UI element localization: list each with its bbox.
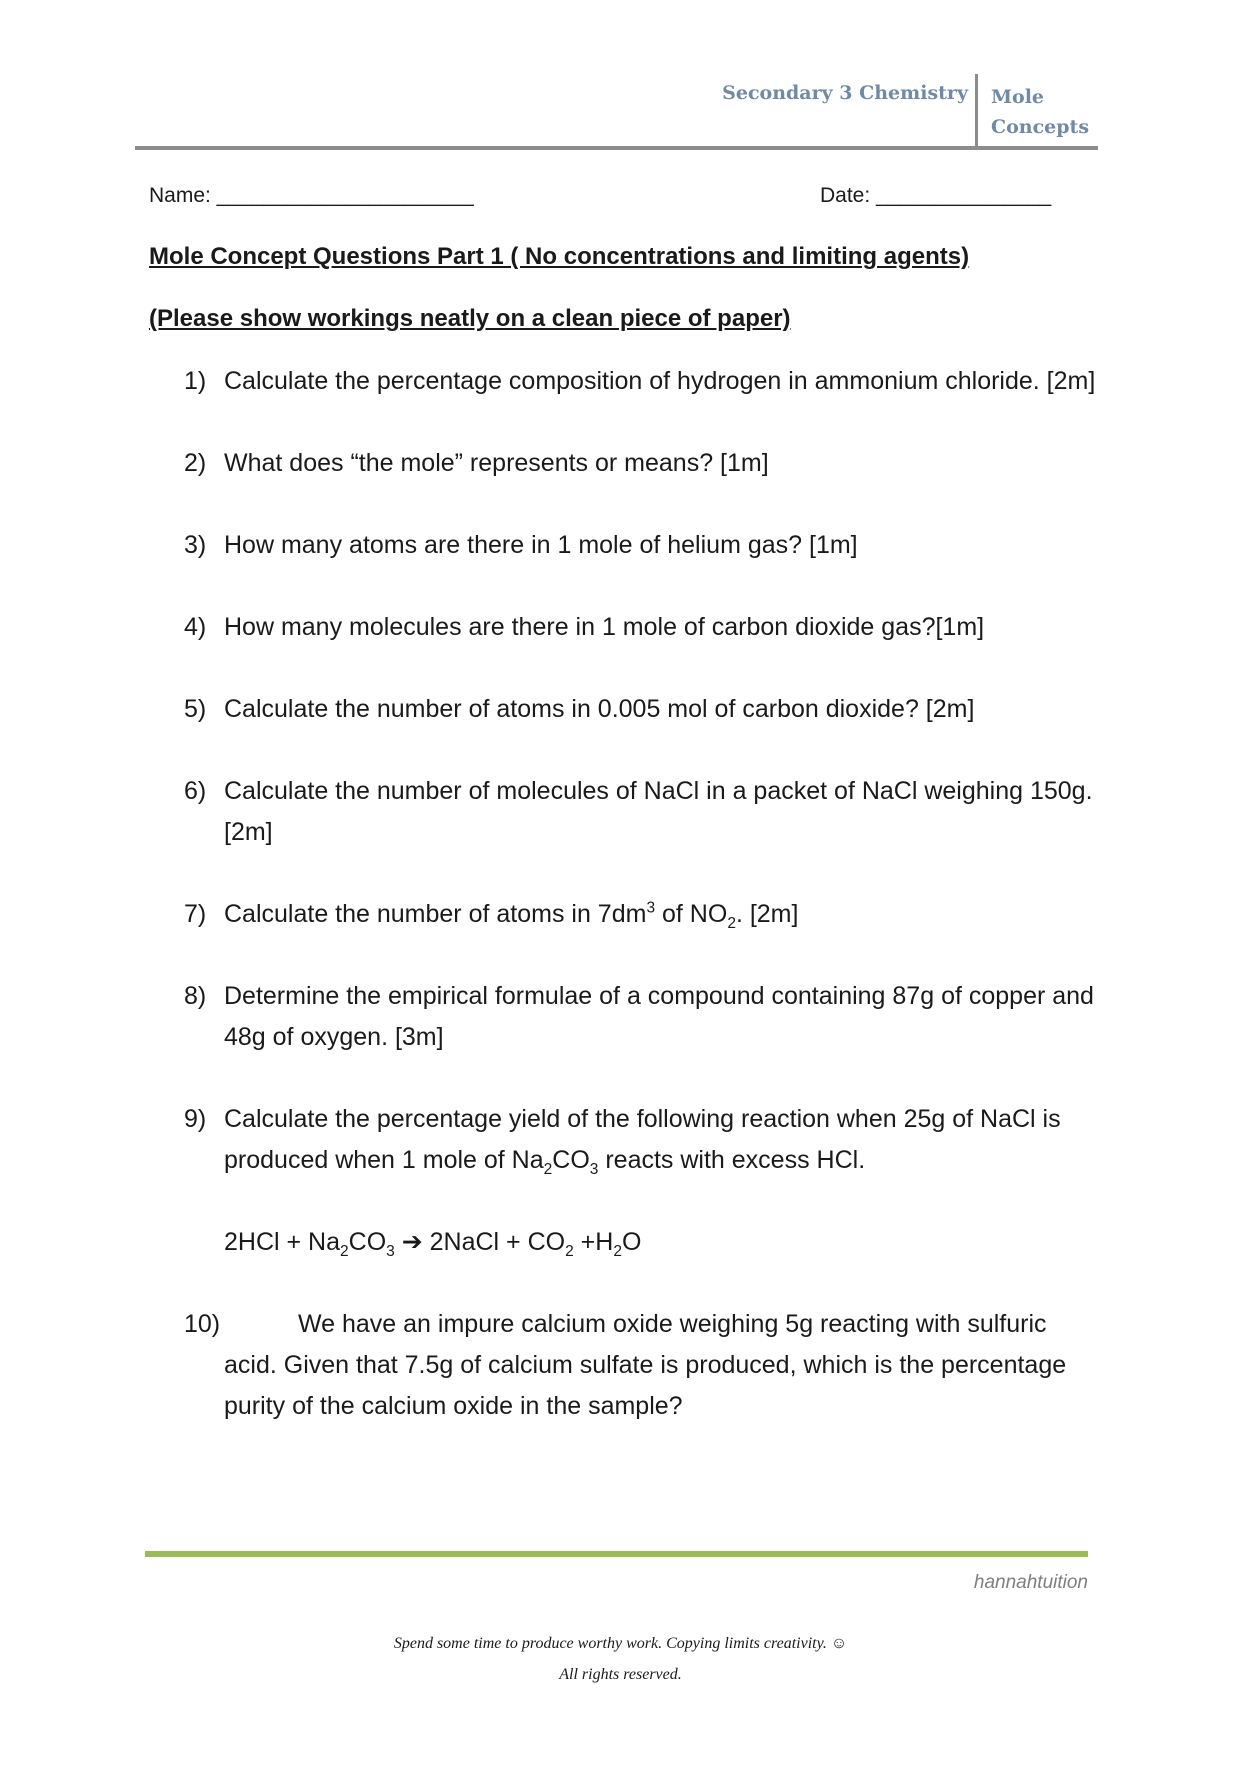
q9-text-part: reacts with excess HCl. [598,1146,866,1174]
question-text: Calculate the number of molecules of NaCl in a packet of NaCl weighing 150g. [2m] [224,777,1093,846]
question-list [184,361,1104,1468]
q7-text-part: of NO [655,900,728,928]
question-text: How many molecules are there in 1 mole of carbon dioxide gas?[1m] [224,613,985,641]
question-number: 5) [184,695,207,723]
question-number: 10) [184,1310,221,1338]
question-4 [184,607,1104,648]
question-number: 7) [184,900,207,928]
equation-subscript: 3 [386,1243,395,1260]
question-7 [184,894,1104,935]
footer-rule [145,1551,1088,1557]
question-text: Calculate the percentage composition of hydrogen in ammonium chloride. [2m] [224,367,1096,395]
header-rule [135,146,1098,150]
question-text: We have an impure calcium oxide weighing 5g reacting with sulfuric acid. Given that 7.5g of calcium sulfate is produced, which is the percentage purity of the calcium oxide in the sample? [224,1310,1067,1420]
question-number: 9) [184,1105,207,1133]
question-6 [184,771,1104,853]
footer-brand: hannahtuition [973,1572,1088,1593]
q9-text-part: Calculate the percentage yield of the following reaction when 25g of NaCl is produced when 1 mole of Na [224,1105,1061,1174]
question-text: Calculate the number of atoms in 0.005 mol of carbon dioxide? [2m] [224,695,975,723]
header-topic-line1: Mole [991,86,1045,108]
question-number: 2) [184,449,207,477]
header-topic [991,82,1101,142]
page-title: Mole Concept Questions Part 1 ( No concentrations and limiting agents) [149,243,970,270]
q7-text-part: . [2m] [735,900,799,928]
equation-part: 2HCl + Na [224,1228,341,1256]
header-subject: Secondary 3 Chemistry [722,82,968,104]
footer-rights: All rights reserved. [559,1666,682,1683]
question-text: What does “the mole” represents or means? [1m] [224,449,769,477]
question-number: 8) [184,982,207,1010]
question-3 [184,525,1104,566]
equation-part: O [621,1228,642,1256]
q9-text-part: CO [552,1146,590,1174]
question-9 [184,1099,1104,1263]
equation-part: 2NaCl + CO [429,1228,566,1256]
question-text: How many atoms are there in 1 mole of helium gas? [1m] [224,531,858,559]
header-divider [975,74,978,148]
equation-subscript: 2 [340,1243,349,1260]
question-text [224,1105,1061,1178]
header-topic-line2: Concepts [991,116,1090,138]
date-field: Date: _______________ [820,184,1052,207]
footer-note: Spend some time to produce worthy work. Copying limits creativity. ☺ [393,1635,848,1652]
name-field: Name: ______________________ [149,184,474,207]
q9-subscript: 3 [589,1161,599,1178]
question-number: 1) [184,367,207,395]
q7-subscript: 2 [727,915,736,932]
q7-superscript: 3 [646,899,656,917]
question-text: Determine the empirical formulae of a compound containing 87g of copper and 48g of oxygen. [3m] [224,982,1094,1051]
instruction: (Please show workings neatly on a clean piece of paper) [149,305,791,332]
question-text [224,899,799,932]
equation-subscript: 2 [613,1243,622,1260]
question-number: 6) [184,777,207,805]
question-1 [184,361,1104,402]
arrow-icon: ➔ [394,1228,430,1256]
page-header [0,0,1241,160]
question-number: 4) [184,613,207,641]
equation-part: CO [348,1228,387,1256]
question-2 [184,443,1104,484]
equation-subscript: 2 [565,1243,574,1260]
question-number: 3) [184,531,207,559]
question-10 [184,1304,1104,1427]
chemical-equation [224,1222,1104,1263]
q9-subscript: 2 [543,1161,553,1178]
q7-text-part: Calculate the number of atoms in 7dm [224,900,647,928]
question-5 [184,689,1104,730]
question-8 [184,976,1104,1058]
equation-part: +H [573,1228,614,1256]
